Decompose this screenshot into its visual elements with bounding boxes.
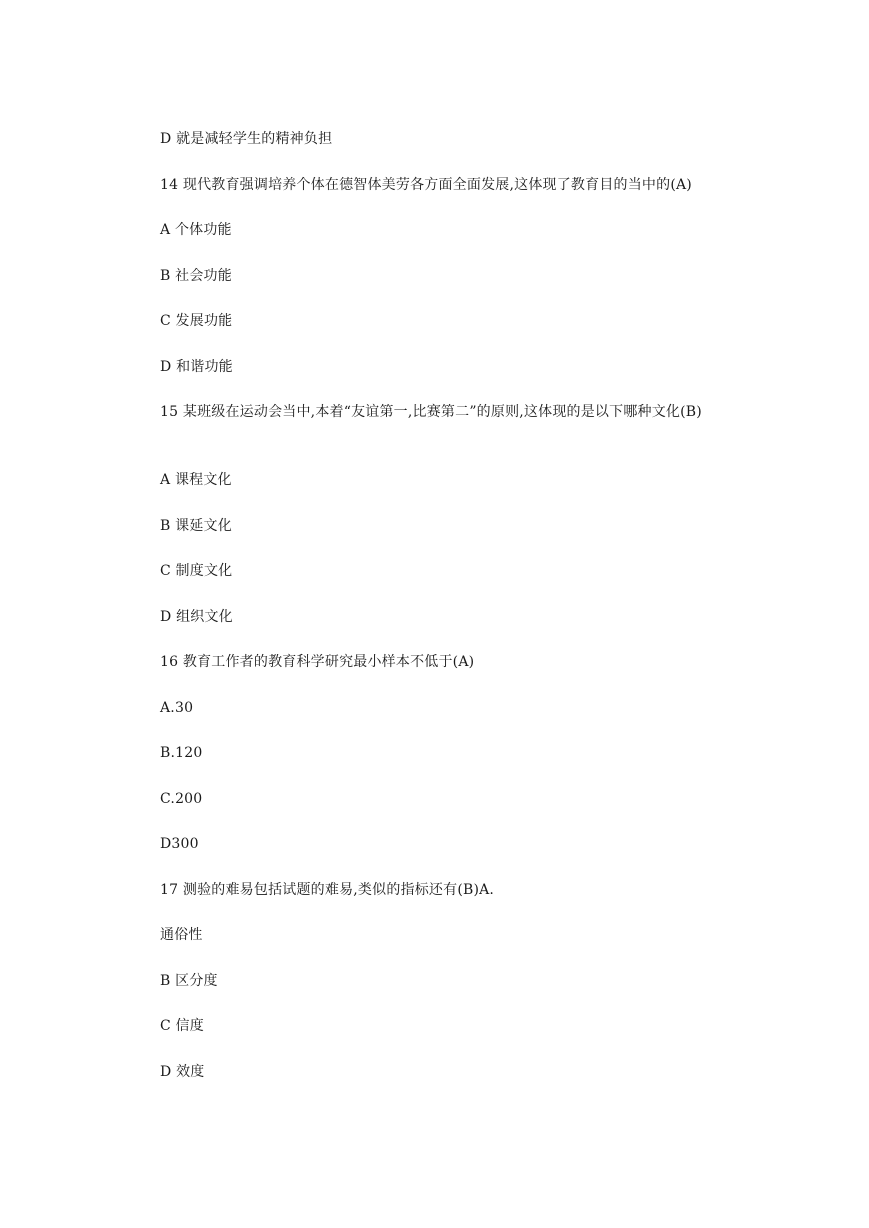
question-16: 16 教育工作者的教育科学研究最小样本不低于(A) <box>160 654 475 670</box>
option-c-q14: C 发展功能 <box>160 313 233 329</box>
option-c-q17: C 信度 <box>160 1018 204 1034</box>
option-b-q17: B 区分度 <box>160 973 218 989</box>
option-c-q16: C.200 <box>160 791 203 807</box>
option-a-q14: A 个体功能 <box>160 222 232 238</box>
option-b-q14: B 社会功能 <box>160 268 232 284</box>
option-d-q15: D 组织文化 <box>160 609 233 625</box>
question-15: 15 某班级在运动会当中,本着“友谊第一,比赛第二”的原则,这体现的是以下哪种文化(B) <box>160 404 702 420</box>
option-a-q15: A 课程文化 <box>160 472 232 488</box>
option-d-q17: D 效度 <box>160 1064 205 1080</box>
option-d-q16: D300 <box>160 836 199 852</box>
option-b-q16: B.120 <box>160 745 203 761</box>
option-a-q17: 通俗性 <box>160 927 203 943</box>
option-d-q14: D 和谐功能 <box>160 359 233 375</box>
question-17: 17 测验的难易包括试题的难易,类似的指标还有(B)A. <box>160 882 495 898</box>
option-c-q15: C 制度文化 <box>160 563 233 579</box>
option-d-q13: D 就是减轻学生的精神负担 <box>160 131 333 147</box>
question-14: 14 现代教育强调培养个体在德智体美劳各方面全面发展,这体现了教育目的当中的(A) <box>160 177 692 193</box>
option-b-q15: B 课延文化 <box>160 518 232 534</box>
option-a-q16: A.30 <box>160 700 194 716</box>
